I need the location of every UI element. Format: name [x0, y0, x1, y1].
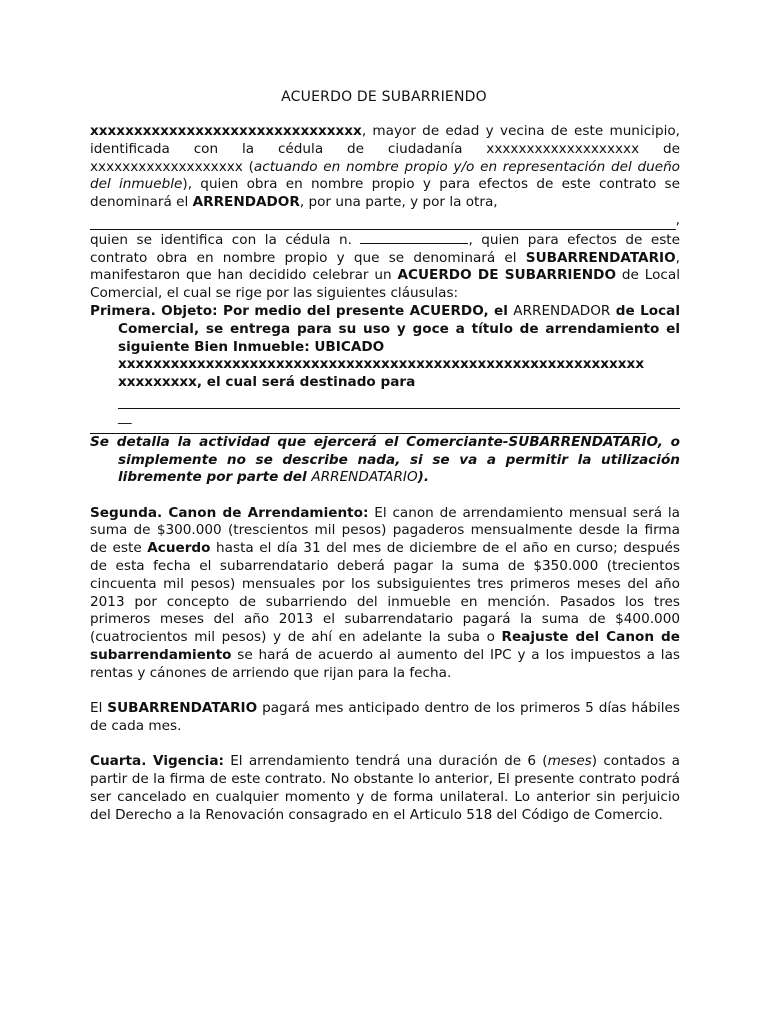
document-title: ACUERDO DE SUBARRIENDO	[281, 89, 487, 105]
clause-segunda: Segunda. Canon de Arrendamiento: El canon de arrendamiento mensual será la suma de $300.000 (trescientos mil pesos) pagaderos mensualmente desde la firma de este Acuerdo hasta el día 31 del mes de diciembre de el año en curso; después de esta fecha el subarrendatario deberá pagar la suma de $350.000 (trecientos cincuenta mil pesos) mensuales por los subsiguientes tres primeros meses del año 2013 por concepto de subarriendo del inmueble en mención. Pasados los tres primeros meses del año 2013 el subarrendatario pagará la suma de $400.000 (cuatrocientos mil pesos) y de ahí en adelante la suba o Reajuste del Canon de subarrendamiento se hará de acuerdo al aumento del IPC y a los impuestos a las rentas y cánones de arriendo que rijan para la fecha.	[90, 504, 681, 681]
clause-primera-heading: Primera. Objeto	[90, 302, 213, 319]
separator-line	[90, 427, 646, 434]
party-name-placeholder: xxxxxxxxxxxxxxxxxxxxxxxxxxxxxxx	[90, 123, 362, 139]
subarrendatario-term: SUBARRENDATARIO	[525, 249, 676, 266]
parties-paragraph: xxxxxxxxxxxxxxxxxxxxxxxxxxxxxxx, mayor de edad y vecina de este municipio, identificada con la cédula de ciudadanía xxxxxxxxxxxxxxxxxxx de xxxxxxxxxxxxxxxxxxx (actuando en nombre propio y/o en representación del dueño del inmueble), quien obra en nombre propio y para efectos de este contrato se denominará el ARRENDADOR, por una parte, y por la otra,	[90, 123, 680, 211]
acuerdo-term: ACUERDO DE SUBARRIENDO	[397, 267, 616, 284]
subarrendatario-name-line: ,	[90, 212, 680, 230]
blank-destination-field	[118, 392, 680, 409]
clause-cuarta: Cuarta. Vigencia: El arrendamiento tendrá una duración de 6 (meses) contados a partir de la firma de este contrato. No obstante lo anterior, El presente contrato podrá ser cancelado en cualquier momento y de forma unilateral. Lo anterior sin perjuicio del Derecho a la Renovación consagrado en el Articulo 518 del Código de Comercio.	[90, 753, 681, 823]
clause-primera: Primera. Objeto: Por medio del presente ACUERDO, el ARRENDADOR de Local Comercial, se entrega para su uso y goce a título de arrendamiento el siguiente Bien Inmueble: UBICADO xxxxxxxxxxxxxxxxxxxxxxxxxxxxxxxxxxxxxxxxxxxxxxxxxxxxxxxxxxxx xxxxxxxxx, el cual será destinado para	[90, 302, 680, 391]
payment-paragraph: El SUBARRENDATARIO pagará mes anticipado dentro de los primeros 5 días hábiles de cada mes.	[90, 700, 680, 734]
document-body	[90, 123, 680, 824]
activity-note: Se detalla la actividad que ejercerá el Comerciante-SUBARRENDATARIO, o simplemente no se describe nada, si se va a permitir la utilización libremente por parte del ARRENDATARIO).	[90, 433, 680, 486]
blank-cedula-field	[360, 230, 468, 244]
clause-segunda-heading: Segunda. Canon de Arrendamiento:	[90, 504, 369, 521]
destination-blank: __	[90, 392, 680, 427]
blank-name-field	[90, 213, 676, 230]
clause-cuarta-heading: Cuarta. Vigencia:	[90, 753, 224, 770]
arrendador-term: ARRENDADOR	[192, 194, 300, 211]
parties-paragraph-continued: quien se identifica con la cédula n. , quien para efectos de este contrato obra en nombre propio y que se denominará el SUBARRENDATARIO, manifestaron que han decidido celebrar un ACUERDO DE SUBARRIENDO de Local Comercial, el cual se rige por las siguientes cláusulas:	[90, 231, 680, 302]
address-placeholder: xxxxxxxxxxxxxxxxxxxxxxxxxxxxxxxxxxxxxxxxxxxxxxxxxxxxxxxxxxxx	[118, 356, 645, 373]
